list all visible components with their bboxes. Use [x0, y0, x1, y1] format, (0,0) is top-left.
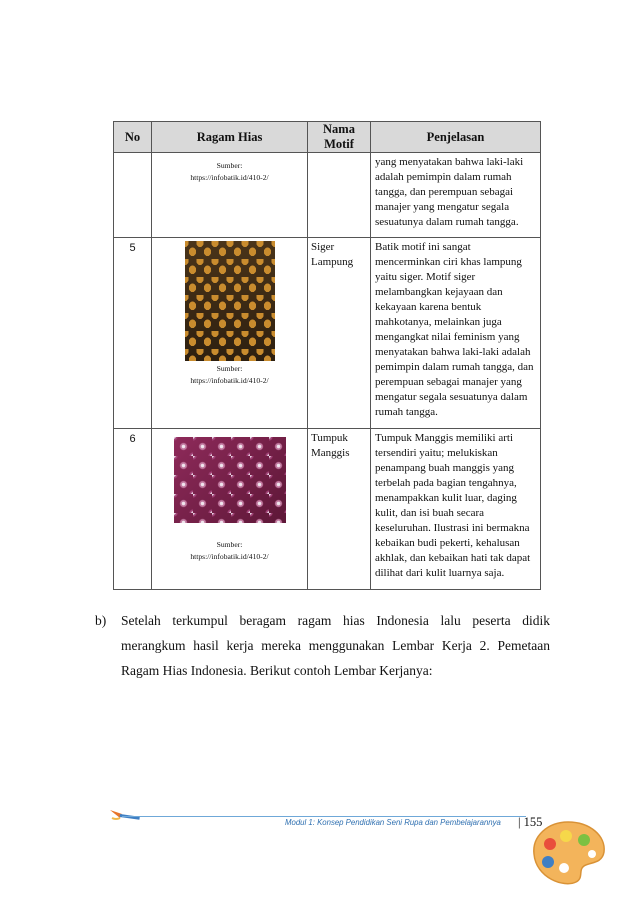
header-nama-motif: Nama Motif — [308, 122, 371, 153]
body-paragraph — [95, 608, 550, 683]
table-header-row — [114, 122, 541, 153]
image-cell — [152, 238, 308, 429]
tumpuk-manggis-batik-image — [174, 437, 286, 523]
motif-description: Batik motif ini sangat mencerminkan ciri khas lampung yaitu siger. Motif siger melambangkan kejayaan dan kekayaan karena bentuk mahkotanya, melainkan juga mengangkat nilai feminism yang menyatakan bahwa laki-laki adalah pemimpin dalam rumah tangga, dan perempuan sebagai manajer yang mengatur segala sesuatunya dalam rumah tangga. — [371, 238, 541, 429]
siger-lampung-batik-image — [185, 241, 275, 361]
motif-name: Tumpuk Manggis — [308, 429, 371, 590]
motif-description: Tumpuk Manggis memiliki arti tersendiri yaitu; melukiskan penampang buah manggis yang terbelah pada bagian tengahnya, menampakkan kulit luar, daging kulit, dan isi buah secara keseluruhan. Ilustrasi ini bermakna kebaikan budi pekerti, kehalusan akhlak, dan kebaikan hati tak dapat dilihat dari kulit luarnya saja. — [371, 429, 541, 590]
page-number: | 155 — [518, 815, 543, 829]
header-no: No — [114, 122, 152, 153]
source-url: https://infobatik.id/410-2/ — [190, 173, 269, 182]
table-row — [114, 153, 541, 238]
source-label: Sumber: — [216, 364, 243, 373]
paragraph-text: Setelah terkumpul beragam ragam hias Indonesia lalu peserta didik merangkum hasil kerja mereka menggunakan Lembar Kerja 2. Pemetaan Ragam Hias Indonesia. Berikut contoh Lembar Kerjanya: — [121, 613, 550, 678]
row-number: 6 — [114, 429, 152, 590]
source-url: https://infobatik.id/410-2/ — [190, 376, 269, 385]
table-row — [114, 238, 541, 429]
footer-module-title: Modul 1: Konsep Pendidikan Seni Rupa dan Pembelajarannya — [285, 818, 501, 827]
image-cell — [152, 429, 308, 590]
motif-name — [308, 153, 371, 238]
table-row — [114, 429, 541, 590]
row-number — [114, 153, 152, 238]
footer-divider — [122, 816, 526, 817]
paintbrush-icon — [108, 806, 142, 824]
ragam-hias-table — [113, 121, 541, 590]
row-number: 5 — [114, 238, 152, 429]
source-label: Sumber: — [216, 161, 243, 170]
image-cell — [152, 153, 308, 238]
motif-name: Siger Lampung — [308, 238, 371, 429]
list-marker: b) — [95, 613, 107, 628]
header-ragam-hias: Ragam Hias — [152, 122, 308, 153]
source-url: https://infobatik.id/410-2/ — [190, 552, 269, 561]
header-penjelasan: Penjelasan — [371, 122, 541, 153]
source-label: Sumber: — [216, 540, 243, 549]
motif-description: yang menyatakan bahwa laki-laki adalah pemimpin dalam rumah tangga, dan perempuan sebagai manajer yang mengatur segala sesuatunya dalam rumah tangga. — [371, 153, 541, 238]
palette-icon — [528, 818, 608, 888]
